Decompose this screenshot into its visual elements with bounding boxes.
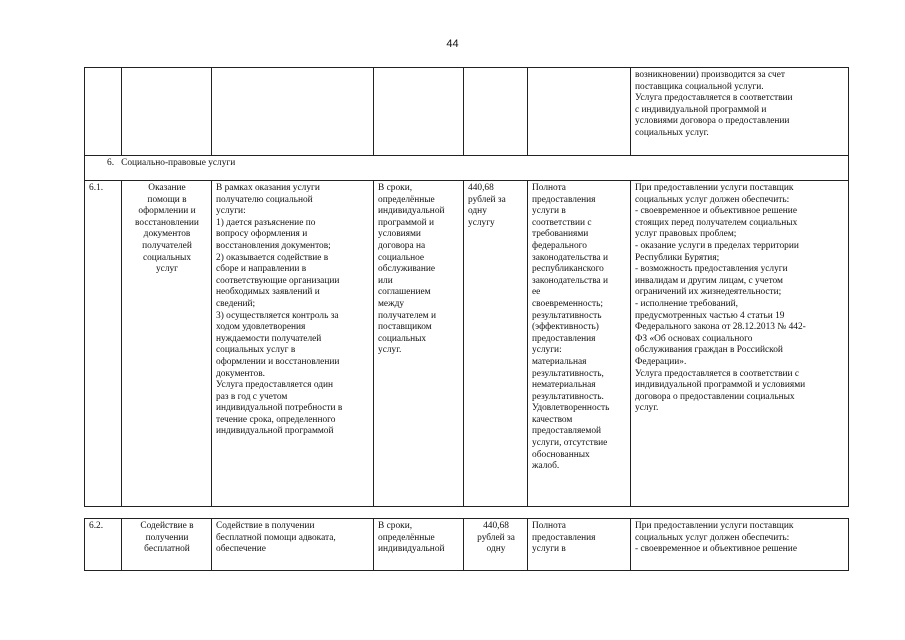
- cell-description: [212, 68, 374, 156]
- cell-terms: [374, 68, 464, 156]
- cell-price: [464, 68, 528, 156]
- row-number: 6.2.: [89, 521, 104, 531]
- section-header: [85, 156, 849, 181]
- cell-number: [85, 68, 122, 156]
- cell-terms: [374, 519, 464, 571]
- table-row-gap: [85, 507, 849, 519]
- cell-conditions: [631, 181, 849, 507]
- section-number: 6.: [107, 158, 115, 168]
- continuation-text: возникновении) производится за счет поставщика социальной услуги. Услуга предоставляется в соответствии с индивидуальной программой и условиями договора о предоставлении социальных услуг.: [635, 70, 793, 138]
- table-row-section: [85, 156, 849, 181]
- cell-name: [122, 181, 212, 507]
- service-price: 440,68 рублей за одну: [477, 521, 515, 555]
- service-description: В рамках оказания услуги получателю социальной услуги: 1) дается разъяснение по вопросу оформления и восстановления документов; 2) оказывается содействие в сборе и направлении в соответствующие организации необходимых заявлений и сведений; 3) осуществляется контроль за ходом удовлетворения нуждаемости получателей социальных услуг в оформлении и восстановлении документов. Услуга предоставляется один раз в год с учетом индивидуальной потребности в течение срока, определенного индивидуальной программой: [216, 183, 343, 437]
- service-name: Оказание помощи в оформлении и восстановлении документов получателей социальных услуг: [135, 183, 199, 275]
- cell-indicators: [528, 519, 631, 571]
- cell-price: [464, 519, 528, 571]
- cell-number: [85, 181, 122, 507]
- cell-terms: [374, 181, 464, 507]
- services-table: [84, 67, 849, 571]
- service-conditions: При предоставлении услуги поставщик социальных услуг должен обеспечить: - своевременное и объективное решение: [635, 521, 797, 555]
- row-number: 6.1.: [89, 183, 104, 193]
- table-row-6-1: [85, 181, 849, 507]
- cell-name: [122, 519, 212, 571]
- cell-number: [85, 519, 122, 571]
- table-row-continuation: [85, 68, 849, 156]
- table-row-6-2: [85, 519, 849, 571]
- row-spacer: [85, 507, 849, 519]
- cell-conditions: [631, 68, 849, 156]
- service-indicators: Полнота предоставления услуги в соответствии с требованиями федерального законодательства и республиканского законодательства и ее своевременность; результативность (эффективность) предоставления услуги: материальная результативность, нематериальная результативность. Удовлетворенность качеством предоставляемой услуги, отсутствие обоснованных жалоб.: [532, 183, 610, 472]
- service-indicators: Полнота предоставления услуги в: [532, 521, 596, 555]
- cell-price: [464, 181, 528, 507]
- service-terms: В сроки, определённые индивидуальной: [378, 521, 445, 555]
- service-price: 440,68 рублей за одну услугу: [468, 183, 506, 228]
- service-description: Содействие в получении бесплатной помощи адвоката, обеспечение: [216, 521, 336, 555]
- cell-description: [212, 181, 374, 507]
- service-name: Содействие в получении бесплатной: [140, 521, 194, 555]
- cell-indicators: [528, 68, 631, 156]
- cell-description: [212, 519, 374, 571]
- cell-name: [122, 68, 212, 156]
- section-title: Социально-правовые услуги: [121, 158, 236, 168]
- service-terms: В сроки, определённые индивидуальной программой и условиями договора на социальное обслуживание или соглашением между получателем и поставщиком социальных услуг.: [378, 183, 445, 356]
- cell-conditions: [631, 519, 849, 571]
- service-conditions: При предоставлении услуги поставщик социальных услуг должен обеспечить: - своевременное и объективное решение стоящих перед получателем социальных услуг правовых проблем; - оказание услуги в пределах территории Республики Бурятия; - возможность предоставления услуги инвалидам и другим лицам, с учетом ограничений их жизнедеятельности; - исполнение требований, предусмотренных частью 4 статьи 19 Федерального закона от 28.12.2013 № 442- ФЗ «Об основах социального обслуживания граждан в Российской Федерации». Услуга предоставляется в соответствии с индивидуальной программой и условиями договора о предоставлении социальных услуг.: [635, 183, 806, 414]
- cell-indicators: [528, 181, 631, 507]
- page-number: 44: [446, 38, 459, 50]
